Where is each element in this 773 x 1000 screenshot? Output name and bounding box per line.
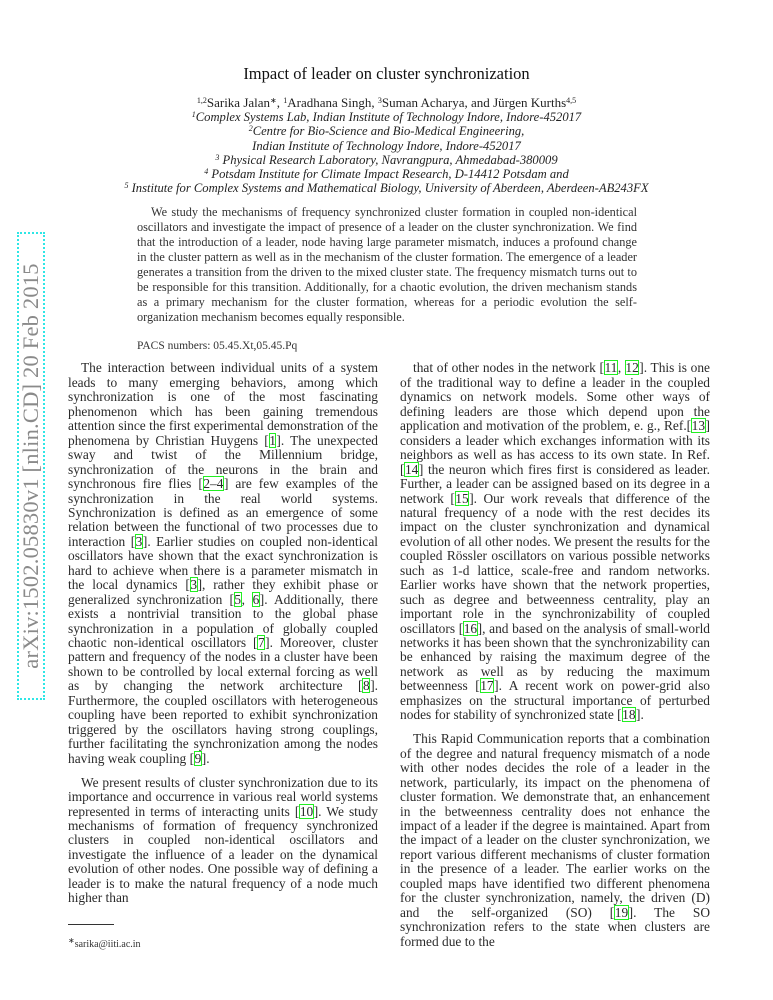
affiliation-number: 4 — [204, 167, 209, 177]
author-name: Aradhana Singh — [287, 95, 372, 110]
citation-link[interactable]: 15 — [455, 490, 469, 506]
footnote — [68, 935, 378, 951]
text-run: , — [617, 360, 625, 376]
citation-link[interactable]: 11 — [604, 360, 618, 376]
citation-link[interactable]: 18 — [622, 707, 636, 723]
affiliation-mark: 1,2 — [196, 96, 207, 105]
citation-link[interactable]: 5 — [234, 591, 242, 607]
author-block — [0, 96, 773, 195]
pacs-numbers: PACS numbers: 05.45.Xt,05.45.Pq — [137, 340, 298, 353]
author-name: Jürgen Kurths — [493, 95, 567, 110]
footnote-divider — [68, 924, 114, 925]
body-columns — [68, 361, 773, 958]
affiliation-mark: 3 — [377, 96, 382, 105]
text-run: ] are few examples of the synchronization in the real world systems. Synchronization is defined as an emergence of some relation between the functional of two processes due to interaction [ — [68, 476, 378, 549]
affiliation-mark: 4,5 — [566, 96, 577, 105]
citation-link[interactable]: 1 — [269, 432, 276, 448]
text-run: ]. This is one of the traditional way to define a leader in the coupled dynamics on network models. Some other ways of defining leaders are those which depend upon the application and motivation of the problem, e. g., Ref.[ — [400, 360, 710, 434]
affiliation-text: Complex Systems Lab, Indian Institute of Technology Indore, Indore-452017 — [195, 110, 582, 125]
citation-link[interactable]: 14 — [404, 461, 419, 477]
text-run: ]. Earlier studies on coupled non-identical oscillators have shown that the exact synchronization is hard to achieve when there is a parameter mismatch in the local dynamics [ — [68, 533, 378, 593]
affiliation-number: 3 — [215, 152, 220, 162]
citation-link[interactable]: 12 — [625, 360, 639, 376]
citation-link[interactable]: 3 — [190, 577, 198, 593]
author-name: Suman Acharya — [381, 95, 465, 110]
footnote-email[interactable]: sarika@iiti.ac.in — [74, 938, 141, 950]
text-run: , — [241, 591, 253, 607]
abstract: We study the mechanisms of frequency synchronized cluster formation in coupled non-identical oscillators and investigate the impact of presence of a leader on the cluster synchronization. We find that the introduction of a leader, node having large parameter mismatch, induces a profound change in the cluster pattern as well as in the mechanism of the cluster formation. The emergence of a leader generates a transition from the driven to the mixed cluster state. The frequency mismatch turns out to be responsible for this transition. Additionally, for a chaotic evolution, the driven mechanism stands as a primary mechanism for the cluster formation, whereas for a periodic evolution the self-organization mechanism becomes equally responsible. — [137, 205, 637, 325]
citation-link[interactable]: 2–4 — [203, 476, 224, 492]
text-run: ]. — [201, 750, 210, 766]
affiliation-number: 1 — [191, 110, 196, 120]
paragraph — [68, 361, 378, 766]
text-run: ]. A recent work on power-grid also emphasizes on the structural importance of perturbed nodes for stability of synchronized state [ — [400, 678, 710, 723]
text-run: ]. Our work reveals that difference of the natural frequency of a node with the rest decides its impact on the cluster synchronization and dynamical evolution of all other nodes. We present the results for the coupled Rössler oscillators on various possible networks such as 1-d lattice, scale-free and random networks. Earlier works have shown that the network properties, such as degree and betweenness centrality, play an important role in the synchronizability of coupled oscillators [ — [400, 490, 710, 636]
affiliation-number: 5 — [124, 181, 129, 191]
separator: , — [276, 95, 284, 110]
citation-link[interactable]: 10 — [299, 803, 314, 819]
text-run: ]. The unexpected sway and twist of the Millennium bridge, synchronization of the neurons in the brain and synchronous fire flies [ — [68, 432, 378, 492]
text-run: ]. The SO synchronization refers to the state when clusters are formed due to the — [400, 904, 710, 949]
affiliation — [0, 110, 773, 124]
affiliation — [0, 153, 773, 167]
footnote-mark: ∗ — [68, 935, 75, 945]
citation-link[interactable]: 3 — [135, 533, 143, 549]
text-run: We present results of cluster synchronization due to its importance and occurrence in various real world systems represented in terms of interacting units [ — [68, 774, 378, 819]
text-run: ] the neuron which fires first is considered as leader. Further, a leader can be assigned based on its degree in a network [ — [400, 461, 710, 506]
separator: , — [371, 95, 378, 110]
text-run: ], and based on the analysis of small-world networks it has been shown that the synchronizability can be enhanced by raising the maximum degree of the network as well as by reducing the maximum betweenness [ — [400, 620, 710, 694]
affiliation-text: Indian Institute of Technology Indore, Indore-452017 — [252, 138, 521, 153]
text-run: that of other nodes in the network [ — [413, 360, 604, 376]
right-column-text — [400, 361, 710, 949]
citation-link[interactable]: 17 — [480, 678, 494, 694]
author-list — [0, 96, 773, 110]
paragraph — [400, 361, 710, 722]
text-run: ]. Furthermore, the coupled oscillators with heterogeneous coupling have been reported to exhibit synchronization triggered by the oscillators having strong couplings, further facilitating the synchronization among the nodes having weak coupling [ — [68, 678, 378, 766]
left-column — [68, 361, 378, 950]
affiliation — [0, 167, 773, 181]
text-run: ]. Moreover, cluster pattern and frequency of the nodes in a cluster have been shown to be controlled by local external forcing as well as by changing the network architecture [ — [68, 635, 378, 694]
right-column — [400, 361, 710, 958]
citation-link[interactable]: 7 — [257, 635, 265, 651]
affiliation-text: Potsdam Institute for Climate Impact Research, D-14412 Potsdam and — [208, 167, 569, 182]
citation-link[interactable]: 9 — [194, 750, 202, 766]
paper-title: Impact of leader on cluster synchronization — [243, 64, 530, 83]
paragraph — [400, 732, 710, 949]
affiliation — [0, 139, 773, 153]
affiliation-text: Institute for Complex Systems and Mathematical Biology, University of Aberdeen, Aberdeen-AB243FX — [128, 181, 649, 196]
text-run: This Rapid Communication reports that a combination of the degree and natural frequency mismatch of a node with other nodes decides the role of a leader in the network, particularly, its impact on the phenomena of cluster formation. We demonstrate that, an enhancement in the betweenness centrality does not enhance the impact of a leader if the degree is maintained. Apart from the impact of a leader on the cluster synchronization, we report various different mechanisms of cluster formation in the presence of a leader. The earlier works on the coupled maps have identified two different phenomena for the cluster synchronization, namely, the driven (D) and the self-organized (SO) [ — [400, 731, 710, 920]
citation-link[interactable]: 8 — [362, 678, 370, 694]
affiliation-text: Physical Research Laboratory, Navrangpura, Ahmedabad-380009 — [219, 152, 558, 167]
citation-link[interactable]: 19 — [614, 904, 629, 920]
separator: , and — [464, 95, 494, 110]
text-run: ]. Additionally, there exists a nontrivial transition to the global phase synchronization in a population of globally coupled chaotic non-identical oscillators [ — [68, 591, 378, 651]
citation-link[interactable]: 16 — [463, 620, 478, 636]
author-name: Sarika Jalan — [206, 95, 271, 110]
affiliation — [0, 181, 773, 195]
text-run: ]. We study mechanisms of formation of frequency synchronized clusters in coupled non-identical oscillators and investigate the influence of a leader on the dynamical evolution of other nodes. One possible way of defining a leader is to make the natural frequency of a node much higher than — [68, 803, 378, 906]
affiliation-mark: 1 — [283, 96, 288, 105]
affiliation — [0, 124, 773, 138]
affiliation-text: Centre for Bio-Science and Bio-Medical Engineering, — [252, 124, 525, 139]
text-run: The interaction between individual units of a system leads to many emerging behaviors, among which synchronization is one of the most fascinating phenomenon which has been gaining tremendous attention since the first experimental demonstration of the phenomena by Christian Huygens [ — [68, 360, 378, 448]
text-run: ], rather they exhibit phase or generalized synchronization [ — [68, 577, 378, 607]
paragraph — [68, 776, 378, 906]
text-run: ] considers a leader which exchanges information with its neighbors as well as has access to its own state. In Ref.[ — [400, 418, 710, 477]
text-run: ]. — [636, 707, 644, 723]
affiliation-number: 2 — [248, 124, 253, 134]
affiliation-list — [0, 110, 773, 195]
corresponding-mark[interactable]: ∗ — [270, 96, 277, 105]
arxiv-stamp-text: arXiv:1502.05830v1 [nlin.CD] 20 Feb 2015 — [18, 263, 43, 669]
citation-link[interactable]: 6 — [252, 591, 260, 607]
left-column-text — [68, 361, 378, 905]
citation-link[interactable]: 13 — [691, 418, 706, 434]
